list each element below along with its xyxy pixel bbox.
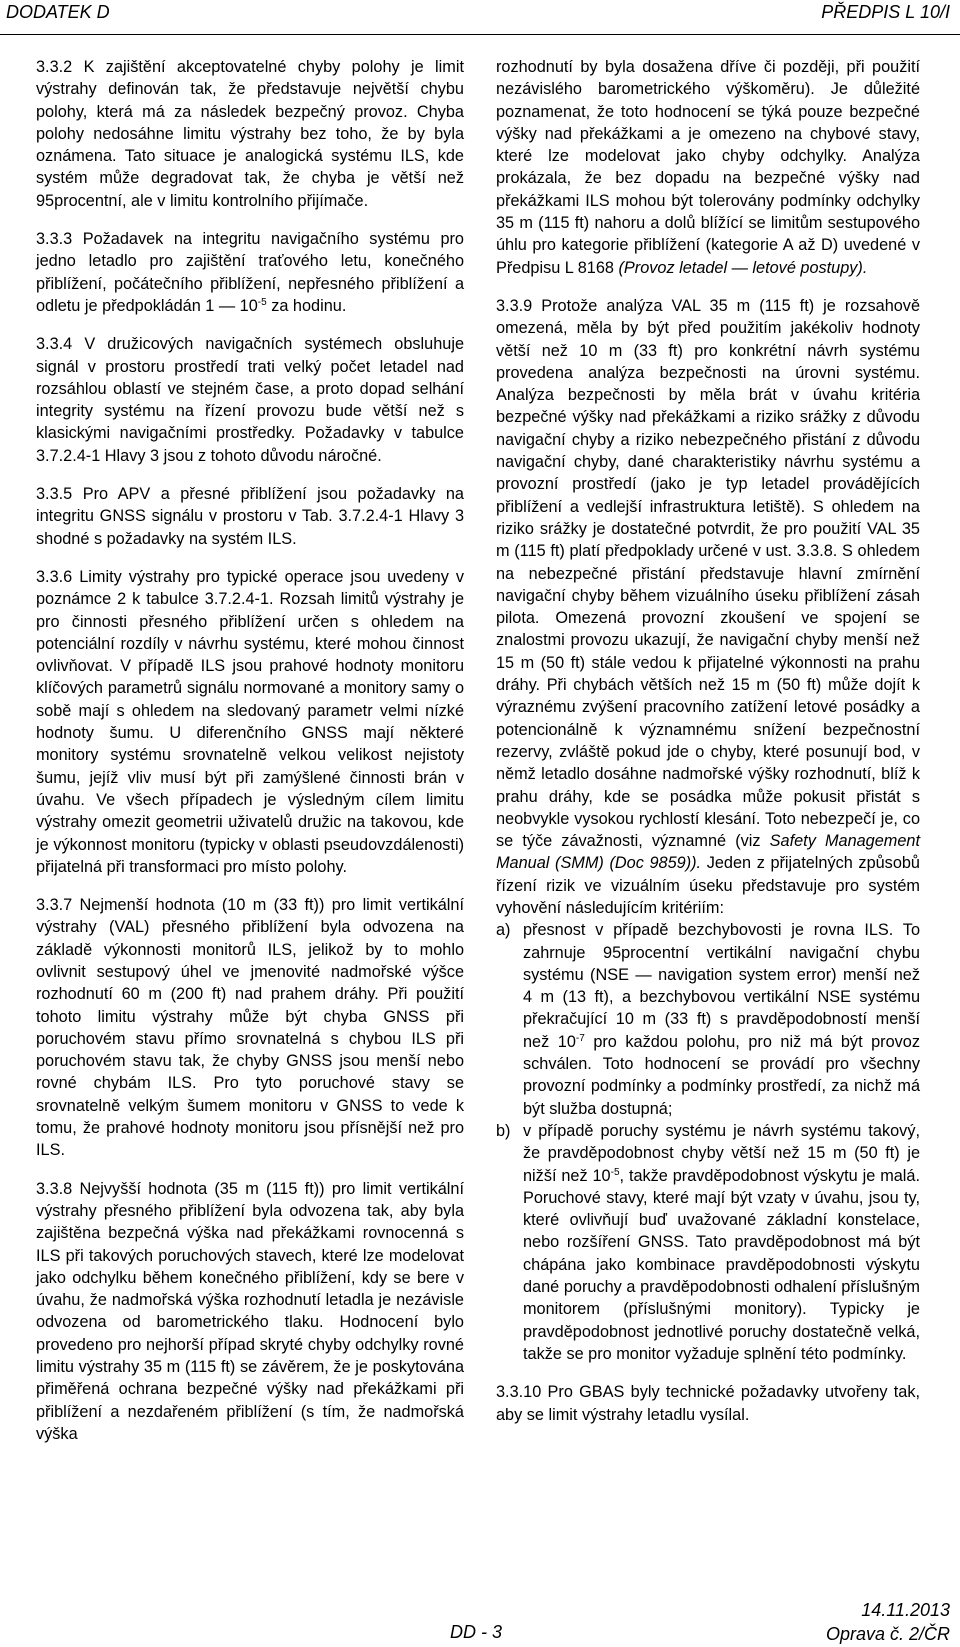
list-item-a-tail: pro každou polohu, pro niž má být provoz schválen. Toto hodnocení se provádí pro všechny provozní podmínky a podmínky prostředí, za nichž má být služba dostupná; — [523, 1032, 920, 1118]
paragraph-3-3-9-text: 3.3.9 Protože analýza VAL 35 m (115 ft) je rozsahově omezená, měla by být před použitím jakékoliv hodnoty větší než 10 m (33 ft) pro konkrétní návrh systému provedena analýza bezpečnosti na úrovni systému. Analýza bezpečnosti by měla brát v úvahu kritéria bezpečné výšky nad překážkami a riziko srážky z důvodu navigační chyby a riziko nebezpečného přistání z důvodu navigační chyby, dané charakteristiky návrhu systému a provozní prostředí (jako je typ letadel provádějících přiblížení a vedlejší infrastruktura letiště). S ohledem na riziko srážky je dostatečné potvrdit, že pro použití VAL 35 m (115 ft) platí předpoklady určené v ust. 3.3.8. S ohledem na nebezpečné přistání představuje hlavní zmírnění navigační chyby během vizuálního úseku přiblížení zásah pilota. Omezená provozní zkoušení ve spojení se znalostmi provozu ukazují, že navigační chyby menší než 15 m (50 ft) stále vedou k přijatelné výkonnosti na prahu dráhy. Při chybách větších než 15 m (50 ft) může dojít k výraznému zvýšení pracovního zatížení letové posádky a potencionálně k významnému snížení bezpečnostní rezervy, zvláště pokud jde o chyby, které posunují bod, v němž letadlo dosáhne nadmořské výšky rozhodnutí, blíž k prahu dráhy, kde se posádka může pokusit přistát s neobvykle vysokou rychlostí klesání. Toto nebezpečí je, co se týče závažnosti, významné (viz — [496, 296, 920, 851]
page-footer — [0, 1596, 960, 1646]
exponent: -5 — [610, 1166, 620, 1178]
list-item-b-tail: , takže pravděpodobnost výskytu je malá. Poruchové stavy, které mají být vzaty v úvahu, jsou ty, které ovlivňují buď uvažované základní konstelace, nebo rozšíření GNSS. Tato pravděpodobnost má být chápána jako kombinace pravděpodobnosti výskytu dané poruchy a pravděpodobnosti odhalení příslušným monitorem (příslušnými monitory). Typicky je pravděpodobnost jednotlivé poruchy dostatečně velká, takže se pro monitor vyžaduje splnění této podmínky. — [523, 1166, 921, 1363]
paragraph-3-3-10: 3.3.10 Pro GBAS byly technické požadavky utvořeny tak, aby se limit výstrahy letadlu vysílal. — [496, 1383, 920, 1424]
footer-revision — [826, 1598, 950, 1646]
paragraph-3-3-2: 3.3.2 K zajištění akceptovatelné chyby polohy je limit výstrahy definován tak, že představuje největší chybu polohy, která má za následek bezpečný provoz. Chyba polohy nedosáhne limitu výstrahy bez toho, že by byla oznámena. Tato situace je analogická systému ILS, kde systém může degradovat tak, že chyba je větší než 95procentní, ale v limitu kontrolního přijímače. — [36, 58, 464, 210]
list-item-a — [496, 919, 920, 1120]
paragraph-3-3-9-tail: Jeden z přijatelných způsobů řízení rizik ve vizuálním úseku představuje pro systém vyhovění následujícím kritériím: — [496, 854, 920, 917]
list-marker: b) — [496, 1121, 511, 1140]
paragraph-3-3-3-text: 3.3.3 Požadavek na integritu navigačního systému pro jedno letadlo pro zajištění traťového letu, konečného přiblížení, počátečního přiblížení, nepřesného přiblížení a odletu je předpokládán 1 — 10 — [36, 230, 464, 315]
list-item-b-text: v případě poruchy systému je návrh systému takový, že pravděpodobnost chyby větší než 15 m (50 ft) je nižší než 10 — [523, 1121, 920, 1185]
reference-italic: Safety Management Manual (SMM) (Doc 9859)). — [496, 832, 920, 873]
left-column — [36, 56, 464, 1445]
paragraph-3-3-3 — [36, 228, 464, 317]
list-item-b — [496, 1120, 920, 1365]
list-item-text — [523, 919, 920, 1120]
paragraph-3-3-8: 3.3.8 Nejvyšší hodnota (35 m (115 ft)) pro limit vertikální výstrahy přesného přiblížení byla odvozena tak, aby byla zajištěna bezpečná výška nad překážkami rovnocenná s ILS při takových poruchových stavech, které lze modelovat jako odchylku během konečného přiblížení, kdy se bere v úvahu, že nadmořská výška rozhodnutí letadla je nezávisle odvozena od barometrického tlaku. Hodnocení bylo provedeno pro nejhorší případ skryté chyby odchylky rovné limitu výstrahy 35 m (115 ft) se závěrem, že je poskytována přiměřená ochrana bezpečné výšky nad překážkami při přiblížení a nezdařeném přiblížení (s tím, že nadmořská výška — [36, 1179, 464, 1443]
paragraph-3-3-9 — [496, 295, 920, 919]
list-item-text — [523, 1120, 920, 1365]
reference-italic: (Provoz letadel — letové postupy). — [618, 258, 868, 277]
header-regulation-label: PŘEDPIS L 10/I — [821, 2, 950, 22]
header-annex-label: DODATEK D — [6, 2, 110, 22]
footer-page-number: DD - 3 — [450, 1622, 503, 1642]
paragraph-3-3-8-continued-text: rozhodnutí by byla dosažena dříve či později, při použití nezávislého barometrického výškoměru). Je důležité poznamenat, že toto hodnocení se týká pouze bezpečné výšky nad překážkami a je omezeno na chybové stavy, které lze modelovat jako chyby odchylky. Analýza prokázala, že bez dopadu na bezpečné výšky nad překážkami ILS mohou být tolerovány podmínky odchylky 35 m (115 ft) nahoru a dolů blížící se limitům sestupového úhlu pro kategorie přiblížení (kategorie A až D) uvedené v Předpisu L 8168 — [496, 58, 920, 277]
exponent: -7 — [575, 1032, 585, 1044]
list-item-a-text: přesnost v případě bezchybovosti je rovna ILS. To zahrnuje 95procentní vertikální navigační chybu systému (NSE — navigation system error) menší než 4 m (13 ft), a bezchybovou vertikální NSE systému překračující 10 m (33 ft) s pravděpodobností menší než 10 — [523, 921, 920, 1051]
paragraph-3-3-5: 3.3.5 Pro APV a přesné přiblížení jsou požadavky na integritu GNSS signálu v prostoru v Tab. 3.7.2.4-1 Hlavy 3 shodné s požadavky na systém ILS. — [36, 485, 464, 548]
paragraph-3-3-7: 3.3.7 Nejmenší hodnota (10 m (33 ft)) pro limit vertikální výstrahy (VAL) přesného přiblížení byla odvozena na základě výkonnosti monitorů ILS, jelikož by to mohlo ovlivnit sestupový úhel ve jmenovité nadmořské výšce rozhodnutí 60 m (200 ft) nad prahem dráhy. Při použití tohoto limitu výstrahy může být chyba GNSS při poruchovém stavu přímo srovnatelná s chybou ILS při poruchovém stavu tak, že chyby GNSS jsou menší nebo rovné chybám ILS. Pro tyto poruchové stavy se srovnatelně velkým šumem monitoru v GNSS to vede k tomu, že prahové hodnoty monitoru jsou přísnější než pro ILS. — [36, 896, 464, 1160]
footer-date: 14.11.2013 — [861, 1600, 950, 1620]
paragraph-3-3-8-continued — [496, 56, 920, 279]
paragraph-3-3-4: 3.3.4 V družicových navigačních systémech obsluhuje signál v prostoru prostředí trati velký počet letadel nad rozsáhlou oblastí ve stejném čase, a proto dopad selhání integrity systému na řízení provozu bude větší než s klasickými navigačními prostředky. Požadavky v tabulce 3.7.2.4-1 Hlavy 3 jsou z tohoto důvodu náročné. — [36, 335, 464, 465]
exponent: -5 — [257, 296, 267, 308]
paragraph-3-3-3-tail: za hodinu. — [266, 296, 347, 315]
paragraph-3-3-6: 3.3.6 Limity výstrahy pro typické operace jsou uvedeny v poznámce 2 k tabulce 3.7.2.4-1. Rozsah limitů výstrahy je pro činnosti přesného přiblížení určen s ohledem na potenciální rozdíly v návrhu systému, které mohou činnost ovlivňovat. V případě ILS jsou prahové hodnoty monitoru klíčových parametrů signálu normované a monitory samy o sobě mají s ohledem na sledovaný parametr velmi nízké hodnoty šumu. U diferenčního GNSS mají některé monitory systému srovnatelně velkou velikost nejistoty šumu, jejíž vliv musí být při zamýšlené činnosti brán v úvahu. Ve všech případech je výsledným cílem limitu výstrahy omezit geometrii uživatelů družic na takovou, kde je výkonnost monitoru (typicky v oblasti pseudovzdálenosti) přijatelná při transformaci pro místo polohy. — [36, 567, 464, 876]
right-column — [496, 56, 920, 1442]
footer-amendment: Oprava č. 2/ČR — [825, 1624, 950, 1644]
page-header — [0, 0, 960, 35]
list-marker: a) — [496, 921, 511, 940]
